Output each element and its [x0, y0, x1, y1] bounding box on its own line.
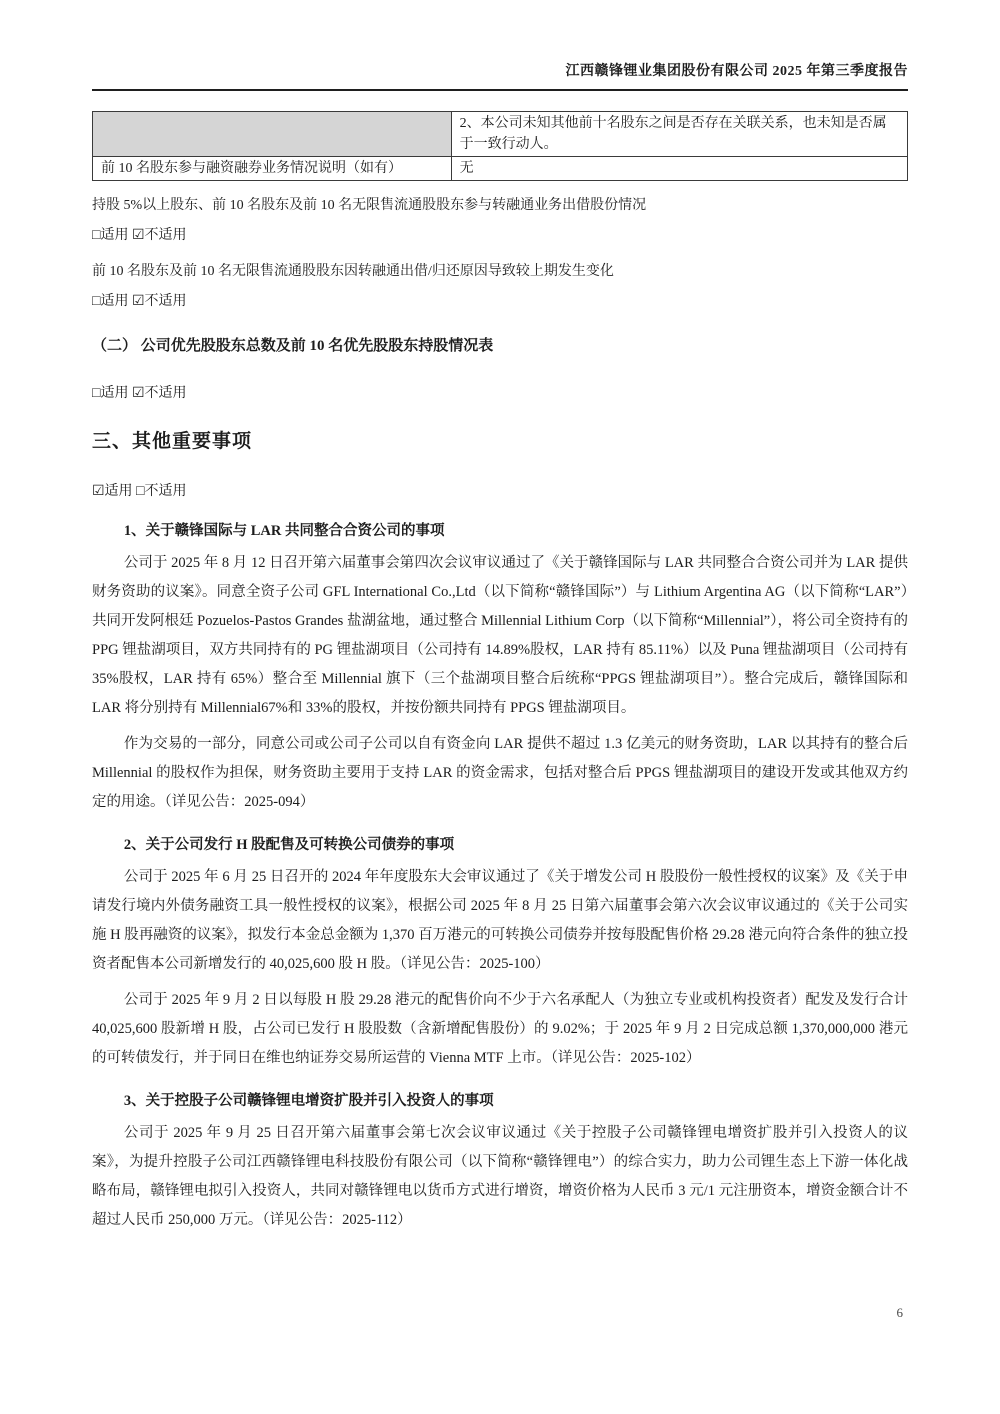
table-label-cell: 前 10 名股东参与融资融券业务情况说明（如有）: [93, 157, 452, 181]
shareholder-note-table: [92, 111, 908, 181]
applicability-checkline: □适用 ☑不适用: [92, 386, 187, 401]
page-header-title: 江西赣锋锂业集团股份有限公司 2025 年第三季度报告: [565, 64, 908, 79]
table-value-cell: 2、本公司未知其他前十名股东之间是否存在关联关系，也未知是否属于一致行动人。: [451, 112, 907, 157]
matter-item-3: [92, 1090, 908, 1235]
matter-item-title: 1、关于赣锋国际与 LAR 共同整合合资公司的事项: [123, 523, 445, 539]
applicability-checkline: □适用 ☑不适用: [92, 228, 187, 243]
lending-change-line: 前 10 名股东及前 10 名无限售流通股股东因转融通出借/归还原因导致较上期发生变化: [92, 264, 614, 279]
header-divider: [92, 89, 908, 91]
preferred-shareholders-heading: （二） 公司优先股股东总数及前 10 名优先股股东持股情况表: [92, 338, 494, 354]
matter-paragraph: 作为交易的一部分，同意公司或公司子公司以自有资金向 LAR 提供不超过 1.3 亿美元的财务资助，LAR 以其持有的整合后 Millennial 的股权作为担保，财务资助主要用于支持 LAR 的资金需求，包括对整合后 PPGS 锂盐湖项目的建设开发或其他双方约定的用途。（详见公告：2025-094）: [92, 736, 908, 810]
matter-item-2: [92, 834, 908, 1073]
applicability-checkline: ☑适用 □不适用: [92, 484, 187, 499]
table-row: [93, 157, 908, 181]
matter-paragraph: 公司于 2025 年 9 月 2 日以每股 H 股 29.28 港元的配售价向不少于六名承配人（为独立专业或机构投资者）配发及发行合计 40,025,600 股新增 H 股，占公司已发行 H 股股数（含新增配售股份）的 9.02%；于 2025 年 9 月 2 日完成总额 1,370,000,000 港元的可转债发行，并于同日在维也纳证券交易所运营的 Vienna MTF 上市。（详见公告：2025-102）: [92, 992, 908, 1066]
matter-paragraph: 公司于 2025 年 9 月 25 日召开第六届董事会第七次会议审议通过《关于控股子公司赣锋锂电增资扩股并引入投资人的议案》，为提升控股子公司江西赣锋锂电科技股份有限公司（以下简称“赣锋锂电”）的综合实力，助力公司锂生态上下游一体化战略布局，赣锋锂电拟引入投资人，共同对赣锋锂电以货币方式进行增资，增资价格为人民币 3 元/1 元注册资本，增资金额合计不超过人民币 250,000 万元。（详见公告：2025-112）: [92, 1125, 908, 1228]
table-label-cell: [93, 112, 452, 157]
matter-item-title: 3、关于控股子公司赣锋锂电增资扩股并引入投资人的事项: [123, 1093, 494, 1109]
table-value-cell: 无: [451, 157, 907, 181]
applicability-checkline: □适用 ☑不适用: [92, 294, 187, 309]
other-matters-heading: 三、其他重要事项: [92, 431, 253, 452]
matter-paragraph: 公司于 2025 年 8 月 12 日召开第六届董事会第四次会议审议通过了《关于赣锋国际与 LAR 共同整合合资公司并为 LAR 提供财务资助的议案》。同意全资子公司 GFL International Co.,Ltd（以下简称“赣锋国际”）与 Lithium Argentina AG（以下简称“LAR”）共同开发阿根廷 Pozuelos-Pastos Grandes 盐湖盆地，通过整合 Millennial Lithium Corp（以下简称“Millennial”），将公司全资持有的 PPG 锂盐湖项目，双方共同持有的 PG 锂盐湖项目（公司持有 14.89%股权，LAR 持有 85.11%）以及 Puna 锂盐湖项目（公司持有 35%股权，LAR 持有 65%）整合至 Millennial 旗下（三个盐湖项目整合后统称“PPGS 锂盐湖项目”）。整合完成后，赣锋国际和 LAR 将分别持有 Millennial67%和 33%的股权，并按份额共同持有 PPGS 锂盐湖项目。: [92, 555, 908, 716]
matter-paragraph: 公司于 2025 年 6 月 25 日召开的 2024 年年度股东大会审议通过了《关于增发公司 H 股股份一般性授权的议案》及《关于申请发行境内外债务融资工具一般性授权的议案》，根据公司 2025 年 8 月 25 日第六届董事会第六次会议审议通过的《关于公司实施 H 股再融资的议案》，拟发行本金总金额为 1,370 百万港元的可转换公司债券并按每股配售价格 29.28 港元向符合条件的独立投资者配售本公司新增发行的 40,025,600 股 H 股。（详见公告：2025-100）: [92, 869, 908, 972]
matter-item-1: [92, 520, 908, 817]
table-row: [93, 112, 908, 157]
lending-statement-line: 持股 5%以上股东、前 10 名股东及前 10 名无限售流通股股东参与转融通业务出借股份情况: [92, 198, 647, 213]
page-number: 6: [896, 1305, 903, 1320]
matter-item-title: 2、关于公司发行 H 股配售及可转换公司债券的事项: [123, 837, 455, 853]
